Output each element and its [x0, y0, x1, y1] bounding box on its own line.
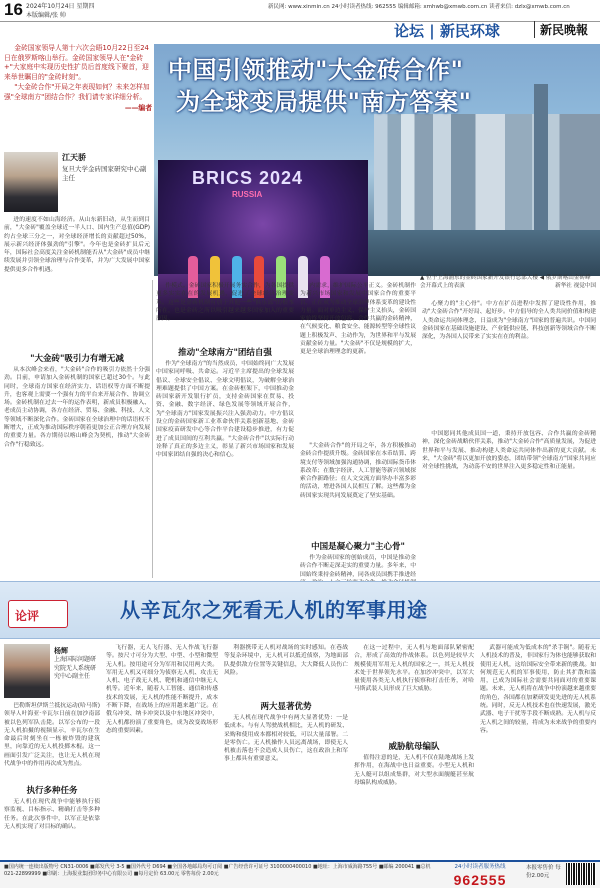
newspaper-brand: 新民晚報 — [534, 21, 588, 38]
editor-note-paragraph: "大金砖合作"开局之年表现如何？未来怎样加强"全球南方"团结合作？我们请专家详细分析。 — [4, 83, 150, 101]
ndb-tower — [534, 84, 548, 244]
article-column: 值得注意的是，无人机不仅在陆地战场上发挥作用，在海战中也日益重要。小型无人机和无人艇可以组成集群，对大型水面舰艇甚至航母编队构成威胁。 — [354, 755, 474, 786]
article-column: 内需求，维护国际公平正义。金砖机制作为新兴市场国家和发展中国家合作的重要平台，正在成为推动全球治理体系变革的建设性力量。面对单边主义、保护主义抬头，金砖国家始终坚持开放包容、合作共赢的金砖精神，在气候变化、粮食安全、能源转型等全球性议题上积极发声、主动作为，为世界和平与发展贡献金砖力量。"大金砖"不仅是规模的扩大，更是全球治理理念的更新。 — [300, 283, 416, 356]
retail-price: 本报零售价 每份2.00元 — [526, 865, 561, 879]
subheading: 执行多种任务 — [26, 786, 78, 796]
article-column: 作模式。金砖国家积极开展务实合作，为各国提供更多实实在在的发展机遇，促进了全球经济治理变革。这些是金砖机制有别于其他一些"俱乐部"的根本所在，也是金砖之所以吸引越来越多国家加入的重要原因。 — [156, 283, 294, 323]
hero-photo — [154, 44, 600, 276]
article-column: 飞行器，无人飞行器、无人作战飞行器等。按尺寸可分为大型、中型、小型和微型无人机。按用途可分为军用和民用两大类。军用无人机又可细分为侦察无人机、攻击无人机、电子战无人机、靶机和通信中继无人机等。近年来，随着人工智能、通信和传感技术的发展，无人机的性能不断提升，成本不断下降，在战场上的应用越来越广泛。在俄乌冲突、纳卡冲突以及中东地区冲突中，无人机都扮演了重要角色，成为改变战场形态的重要因素。 — [106, 645, 218, 734]
author-bio: 上海国际问题研究院无人系统研究中心副主任 — [54, 656, 97, 681]
article-column: 心聚力的"主心骨"。中方在扩员进程中发挥了建设性作用，推动"大金砖合作"开好局、起好步。中方倡导的全人类共同价值和构建人类命运共同体理念，日益成为"全球南方"国家的普遍共识。中国同金砖国家在基础设施建设、产业链供应链、科技创新等领域合作不断深化，为各国人民带来了实实在在的利益。 — [422, 301, 596, 341]
hotline-label: 24小时读者服务热线 — [454, 864, 506, 870]
contact-info: 新民网: www.xinmin.cn 24小时读者热线: 962555 编辑邮箱: xmhwb@xmwb.com.cn 读者来信: dzlx@xmwb.com.cn — [268, 4, 570, 10]
author-name: 江天骄 — [62, 153, 86, 162]
column-divider — [152, 280, 153, 578]
subheading: 两大显著优势 — [260, 702, 312, 712]
subheading: 威胁航母编队 — [388, 742, 440, 752]
subheading: "大金砖"吸引力有增无减 — [30, 354, 124, 364]
author-byline — [62, 152, 152, 183]
subheading: 中国是凝心聚力"主心骨" — [311, 542, 405, 552]
article-column: 武器可能成为低成本的"杀手锏"。随着无人机技术的普及，非国家行为体也能够获取和使用无人机，这给国际安全带来新的挑战。如何规范无人机的军事使用，防止其扩散和滥用，已成为国际社会需要共同面对的重要课题。未来，无人机将在战争中扮演越来越重要的角色，各国都在加紧研发更先进的无人机系统。同时，反无人机技术也在快速发展，激光武器、电子干扰等手段不断成熟。无人机与反无人机之间的较量，将成为未来战争的重要内容。 — [480, 645, 596, 734]
article-column: 利器携带无人机对战场的实时感知。在巷战等复杂环境中，无人机可以抵近侦察，为地面部队提供敌方位置等关键信息，大大降低人员伤亡风险。 — [224, 645, 348, 676]
barcode-icon — [566, 863, 596, 885]
article-column: 在这一过程中，无人机与地面部队紧密配合，形成了高效的作战体系。以色列是较早大规模使用军用无人机的国家之一，其无人机技术处于世界领先水平。在加沙冲突中，以军大量使用各类无人机执行侦察和打击任务，对哈马斯武装人员形成了巨大威胁。 — [354, 645, 474, 693]
issue-date: 2024年10月24日 星期四 — [26, 3, 95, 10]
author-photo — [4, 152, 58, 212]
article-column: 进的速度不如山海经济。从山东新旧动，从生而到目前，"大金砖"覆盖全球近一半人口、国内生产总值(GDP)约占全球三分之一，对全球经济增长的贡献超过50%，展示新兴经济体强劲的"引擎"。今年也是金砖扩员后元年，国际社会高度关注金砖机制能否从"大金砖"成员中继续发展并引领全球治理与合作变革，并为广大发展中国家提供更多合作机遇。 — [4, 217, 150, 273]
editor-note-paragraph: 金砖国家领导人第十六次会晤10月22日至24日在俄罗斯喀山举行。金砖国家领导人在"金砖+"大家庭中实现历史性扩员后首度线下聚首，迎来举世瞩目的"金砖时刻"。 — [4, 44, 149, 81]
article-column: 无人机在现代战争中有两大显著优势：一是低成本。与有人驾驶战机相比，无人机的研发、采购和使用成本都相对较低，可以大量部署。二是零伤亡。无人机操作人员远离战场，即使无人机被击落也不会造成人员伤亡，这在政治上和军事上都具有重要意义。 — [224, 715, 348, 763]
brics-logo-sub: RUSSIA — [232, 190, 263, 199]
photo-caption — [420, 274, 596, 290]
article-column: 作为"全球南方"的当然成员，中国始终同广大发展中国家同呼吸、共命运。习近平主席提出的全球发展倡议、全球安全倡议、全球文明倡议，为破解全球治理难题提供了中国方案。在金砖框架下，中国推动金砖国家新开发银行扩员，支持金砖国家在贸易、投资、金融、数字经济、绿色发展等领域开展合作，为"全球南方"国家发展振兴注入强劲动力。中方倡议设立的金砖国家新工业革命伙伴关系创新基地、金砖国家疫苗研发中心等合作平台建设稳步推进，有力促进了成员国间的互利共赢。"大金砖合作"以实际行动诠释了真正的多边主义，彰显了新兴市场国家和发展中国家团结自强的决心和信心。 — [156, 361, 294, 459]
article-column: 巴勒斯坦伊斯兰抵抗运动(哈马斯)领导人叶海亚·辛瓦尔日前在加沙南部被以色列军队击毙。以军公布的一段无人机拍摄的视频显示，辛瓦尔在生命最后时刻坐在一栋被炸毁的建筑里，向靠近的无人机投掷木棍。这一画面引发广泛关注，也让无人机在现代战争中的作用再次成为焦点。 — [4, 703, 100, 768]
photo-credit: 新华社 视觉中国 — [555, 283, 596, 289]
article-column: 作为金砖国家的创始成员，中国是推动金砖合作不断走深走实的重要力量。多年来，中国始终秉持金砖精神，同各成员国携手推进经 — [300, 555, 416, 578]
author-name: 杨辉 — [54, 647, 68, 655]
article-column: 中国愿同其他成员国一道，秉持开放包容、合作共赢的金砖精神，深化金砖战略伙伴关系，推动"大金砖合作"高质量发展，为促进世界和平与发展、推动构建人类命运共同体作出新的更大贡献。未来，"大金砖"将以更加开放的姿态，团结带领"全球南方"国家共同应对全球性挑战，为动荡不安的世界注入更多稳定性和正能量。 — [422, 431, 596, 471]
author-photo — [4, 644, 50, 698]
headline-line-2: 为全球变局提供"南方答案" — [176, 88, 472, 116]
page-editors: 本版编辑/张 帅 — [26, 12, 66, 19]
commentary-logo-text: 论评 — [15, 609, 40, 623]
footer-imprint: ■国内统一连续出版物号 CN31-0006 ■邮发代号 3-5 ■国外代号 D694 ■全国各地邮局均可订阅 ■广告经营许可证号 3100000400010 ■地址：上海市威海路755号 ■邮编 200041 ■总机 021-22899999 ■印刷：上海报业集团印务中心有限公司 ■每月定价 63.00元 零售每份 2.00元 — [4, 864, 431, 877]
river — [364, 230, 600, 276]
caption-text: ▲ 位于上海浦东的金砖国家新开发银行总部大楼 ◀ 俄罗斯喀山金砖峰会开幕式上的表演 — [420, 275, 591, 289]
section-title: 论坛 | 新民环球 — [394, 22, 500, 40]
author-byline — [54, 646, 98, 682]
hotline-number: 962555 — [453, 872, 507, 888]
article-column: 从本次峰会来看，"大金砖"合作的吸引力依然十分强劲。目前，申请加入金砖机制的国家已超过30个。与此同时，全球南方国家在经济实力、话语权等方面不断提升，也客观上需要一个强有力的平台来开展合作、协调立场。金砖机制在过去一年的运作表明，新成员积极融入、老成员主动协调，各方在经济、贸易、金融、科技、人文等领域不断深化合作。金砖国家在全球治理中的话语权不断增大，正成为推动国际秩序朝着更加公正合理方向发展的重要力量。各方期待以喀山峰会为契机，推动"大金砖合作"行稳致远。 — [4, 367, 150, 448]
main-headline — [168, 54, 472, 118]
page-number: 16 — [4, 0, 23, 19]
editor-note-signature: ——编者 — [124, 103, 152, 112]
article-headline: 从辛瓦尔之死看无人机的军事用途 — [120, 598, 428, 622]
author-bio: 复旦大学金砖国家研究中心副主任 — [62, 165, 147, 182]
article-column: "大金砖合作"的开局之年，各方积极推动金砖合作提质升级。金砖国家在本币结算、跨境支付等领域加强沟通协调，推动国际货币体系改革；在数字经济、人工智能等新兴领域探索合作新路径；在人文交流方面举办丰富多彩的活动，增进各国人民相互了解。这些都为金砖国家实现共同发展奠定了坚实基础。 — [300, 443, 416, 499]
subheading: 推动"全球南方"团结自强 — [178, 348, 272, 358]
shanghai-skyline — [374, 114, 600, 244]
headline-line-1: 中国引领推动"大金砖合作" — [168, 56, 464, 84]
reader-hotline — [440, 862, 520, 886]
article-column: 无人机在现代战争中能够执行侦察监视、目标指示、精确打击等多种任务。在此次事件中，以军正是依靠无人机实现了对目标的确认。 — [4, 799, 100, 830]
commentary-logo — [8, 600, 68, 628]
brics-logo: BRICS 2024 — [192, 168, 304, 188]
